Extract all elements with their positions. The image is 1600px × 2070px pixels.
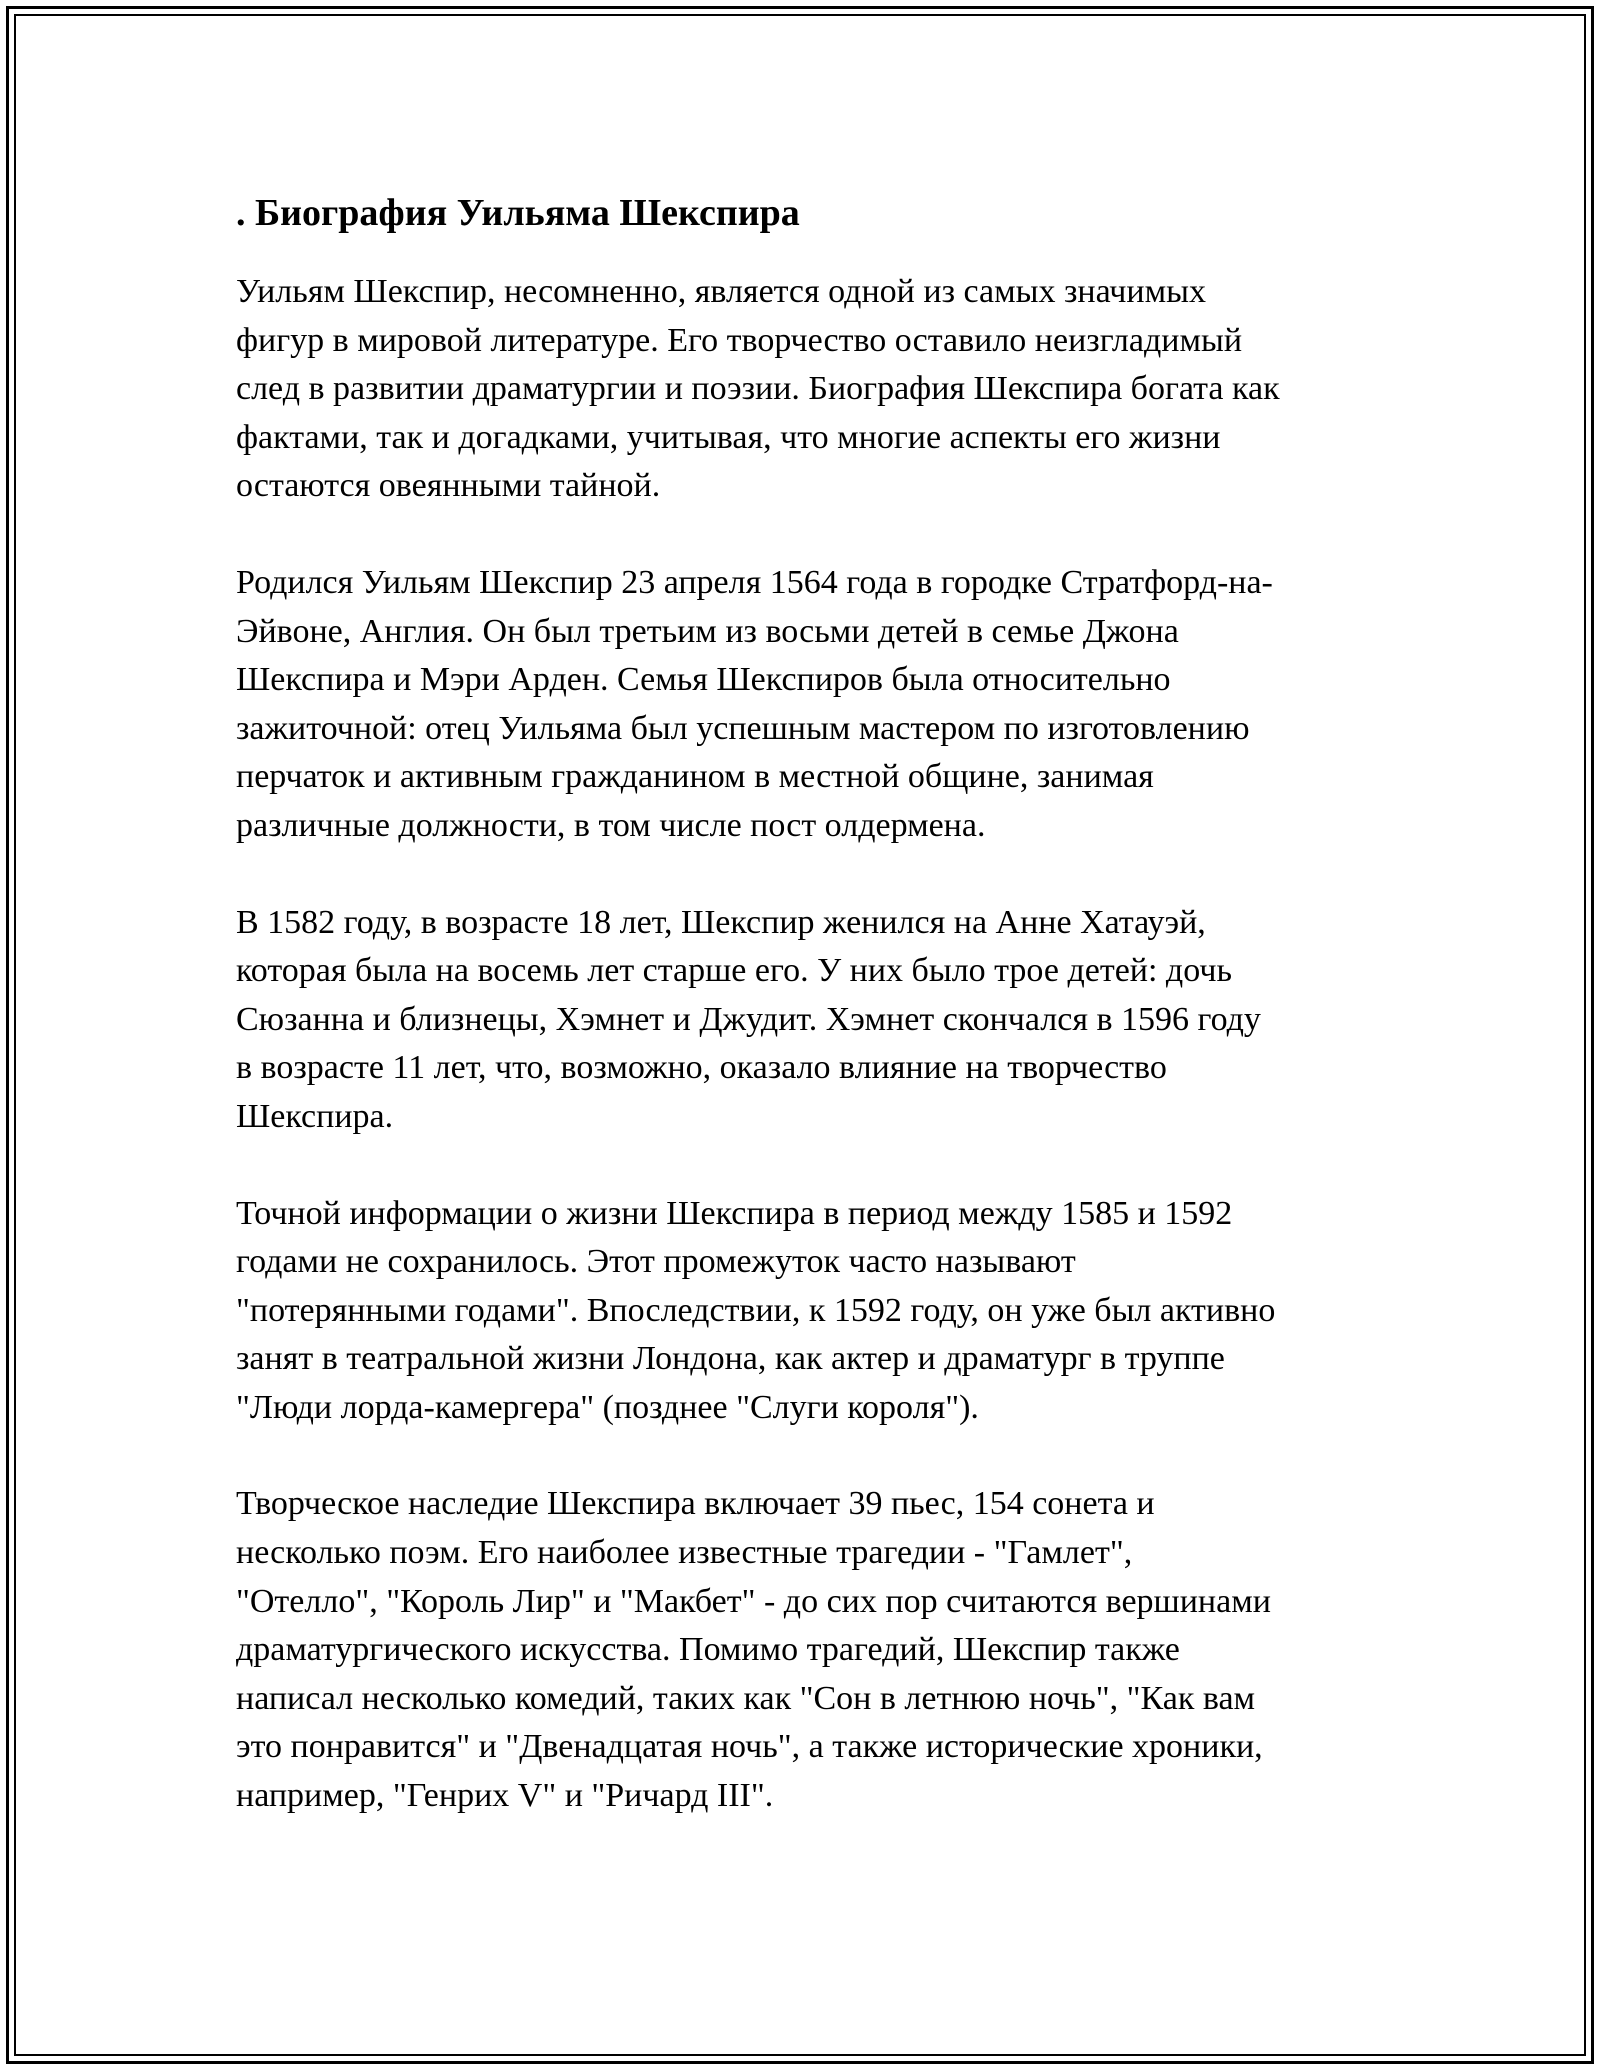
text-line: Сюзанна и близнецы, Хэмнет и Джудит. Хэмнет скончался в 1596 году [236,1000,1261,1038]
text-line: фактами, так и догадками, учитывая, что многие аспекты его жизни [236,418,1221,456]
text-line: Родился Уильям Шекспир 23 апреля 1564 года в городке Стратфорд-на- [236,563,1273,601]
text-line: Эйвоне, Англия. Он был третьим из восьми детей в семье Джона [236,612,1179,650]
text-line: след в развитии драматургии и поэзии. Биография Шекспира богата как [236,370,1280,408]
text-line: в возрасте 11 лет, что, возможно, оказало влияние на творчество [236,1049,1167,1087]
text-line: "потерянными годами". Впоследствии, к 1592 году, он уже был активно [236,1291,1276,1329]
paragraph-birth [236,559,1376,851]
text-line: написал несколько комедий, таких как "Сон в летнюю ночь", "Как вам [236,1679,1256,1717]
text-line: Творческое наследие Шекспира включает 39 пьес, 154 сонета и [236,1485,1155,1523]
text-line: зажиточной: отец Уильяма был успешным мастером по изготовлению [236,709,1250,747]
text-line: драматургического искусства. Помимо трагедий, Шекспир также [236,1631,1180,1669]
text-line: это понравится" и "Двенадцатая ночь", а также исторические хроники, [236,1728,1263,1766]
text-line: Шекспира и Мэри Арден. Семья Шекспиров была относительно [236,661,1171,699]
text-line: например, "Генрих V" и "Ричард III". [236,1777,774,1815]
paragraph-marriage [236,899,1376,1142]
text-line: фигур в мировой литературе. Его творчество оставило неизгладимый [236,321,1243,359]
paragraph-introduction [236,268,1376,511]
text-line: Шекспира. [236,1097,394,1135]
text-line: несколько поэм. Его наиболее известные трагедии - "Гамлет", [236,1534,1133,1572]
text-line: "Люди лорда-камергера" (позднее "Слуги короля"). [236,1388,979,1426]
text-line: Уильям Шекспир, несомненно, является одной из самых значимых [236,273,1206,310]
text-line: Точной информации о жизни Шекспира в период между 1585 и 1592 [236,1194,1233,1232]
paragraph-lost-years [236,1190,1376,1433]
text-line: которая была на восемь лет старше его. У них было трое детей: дочь [236,952,1232,990]
text-line: годами не сохранилось. Этот промежуток часто называют [236,1243,1076,1281]
text-line: остаются овеянными тайной. [236,467,661,505]
text-line: занят в театральной жизни Лондона, как актер и драматург в труппе [236,1340,1225,1378]
document-title: . Биография Уильяма Шекспира [236,192,800,234]
text-line: В 1582 году, в возрасте 18 лет, Шекспир женился на Анне Хатауэй, [236,903,1206,941]
text-line: перчаток и активным гражданином в местной общине, занимая [236,758,1154,796]
text-line: различные должности, в том числе пост олдермена. [236,806,986,844]
paragraph-legacy [236,1480,1376,1820]
text-line: "Отелло", "Король Лир" и "Макбет" - до сих пор считаются вершинами [236,1582,1271,1620]
document-body [236,186,1376,1869]
